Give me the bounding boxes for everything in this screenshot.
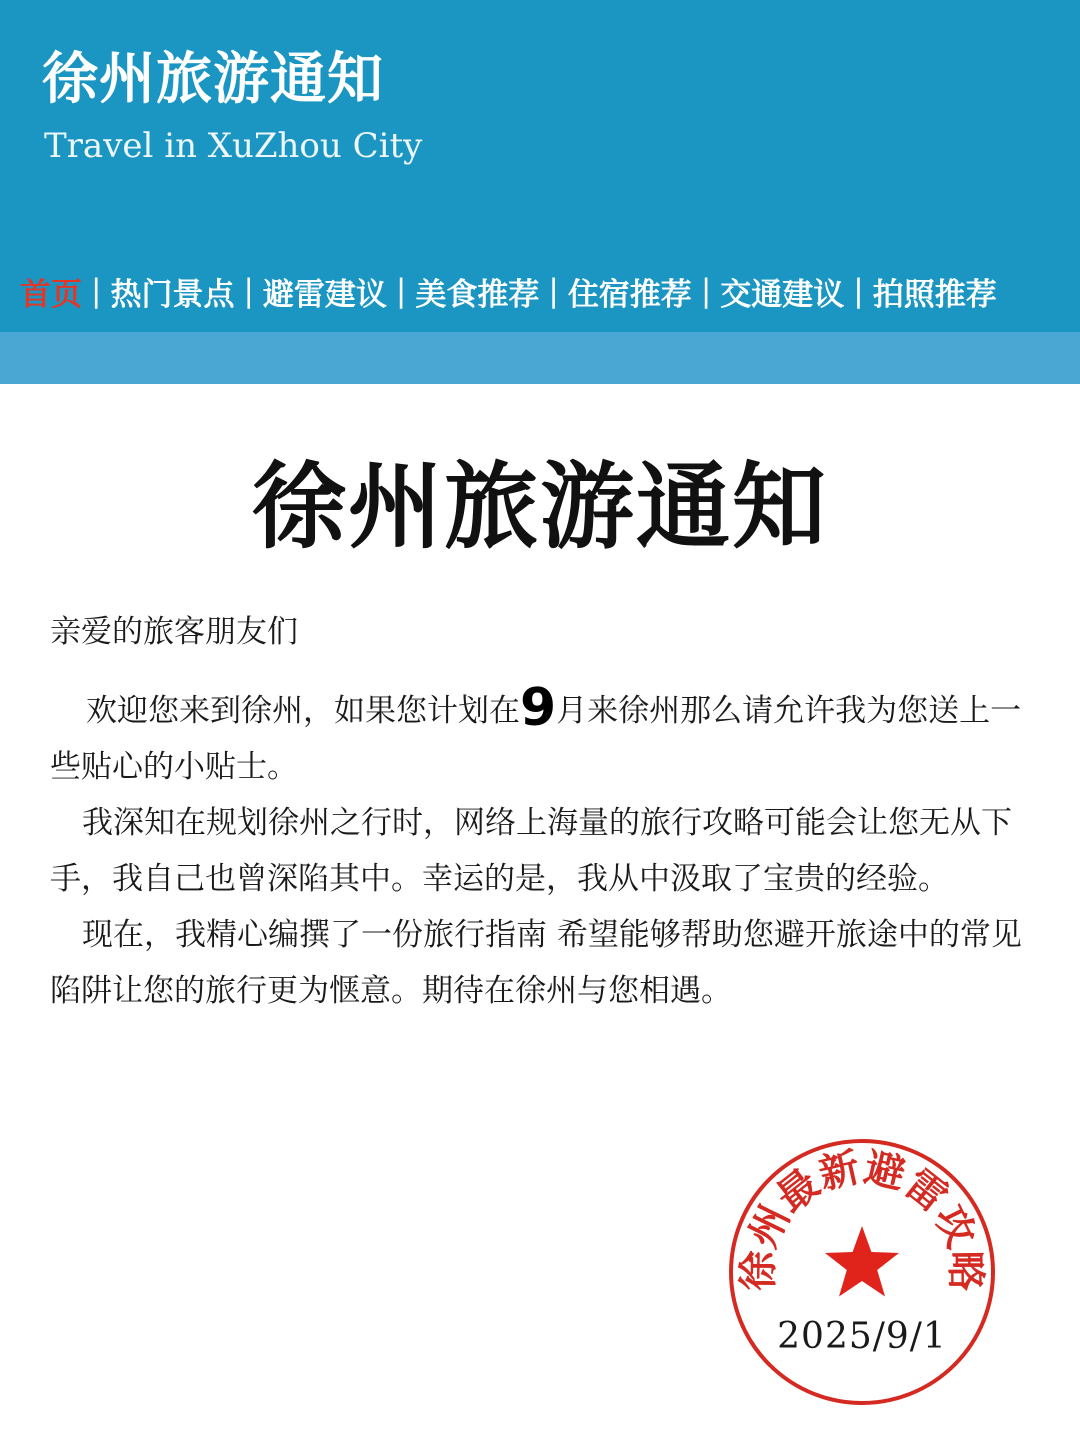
document-title: 徐州旅游通知 [251, 453, 828, 562]
greeting: 亲爱的旅客朋友们 [50, 614, 298, 650]
nav-item-4[interactable]: 住宿推荐 [567, 276, 692, 313]
nav-separator: | [700, 273, 712, 309]
body-text [50, 680, 1030, 1019]
header-banner [0, 0, 1080, 332]
paragraph-guide: 现在，我精心编撰了一份旅行指南 希望能够帮助您避开旅途中的常见陷阱让您的旅行更为惬意。期待在徐州与您相遇。 [50, 917, 1022, 1009]
site-subtitle: Travel in XuZhou City [44, 126, 423, 166]
seal-graphic [726, 1136, 998, 1408]
nav-separator: | [395, 273, 407, 309]
paragraph-welcome [50, 680, 1030, 795]
site-title: 徐州旅游通知 [42, 47, 384, 112]
paragraph-welcome-end: 月来徐州那么请允许我为您送上一些贴心的小贴士。 [50, 693, 1022, 785]
seal-arc-text: 徐州最新避雷攻略 [735, 1144, 989, 1292]
nav-item-2[interactable]: 避雷建议 [262, 276, 387, 313]
nav-item-3[interactable]: 美食推荐 [415, 276, 540, 313]
nav-separator: | [243, 273, 254, 309]
seal-date: 2025/9/1 [777, 1316, 947, 1357]
nav-item-1[interactable]: 热门景点 [110, 276, 235, 313]
official-seal [726, 1136, 998, 1408]
nav-separator: | [548, 273, 559, 309]
main-nav [20, 266, 1070, 316]
nav-separator: | [91, 273, 102, 309]
paragraph-welcome-start: 欢迎您来到徐州，如果您计划在 [86, 693, 520, 729]
nav-separator: | [853, 273, 864, 309]
nav-item-6[interactable]: 拍照推荐 [872, 276, 997, 313]
nav-item-5[interactable]: 交通建议 [720, 276, 845, 313]
paragraph-experience: 我深知在规划徐州之行时，网络上海量的旅行攻略可能会让您无从下手，我自己也曾深陷其中。幸运的是，我从中汲取了宝贵的经验。 [50, 805, 1012, 897]
month-number: 9 [520, 678, 557, 738]
star-icon [825, 1226, 899, 1297]
nav-item-0[interactable]: 首页 [20, 276, 82, 313]
header-strip [0, 332, 1080, 384]
